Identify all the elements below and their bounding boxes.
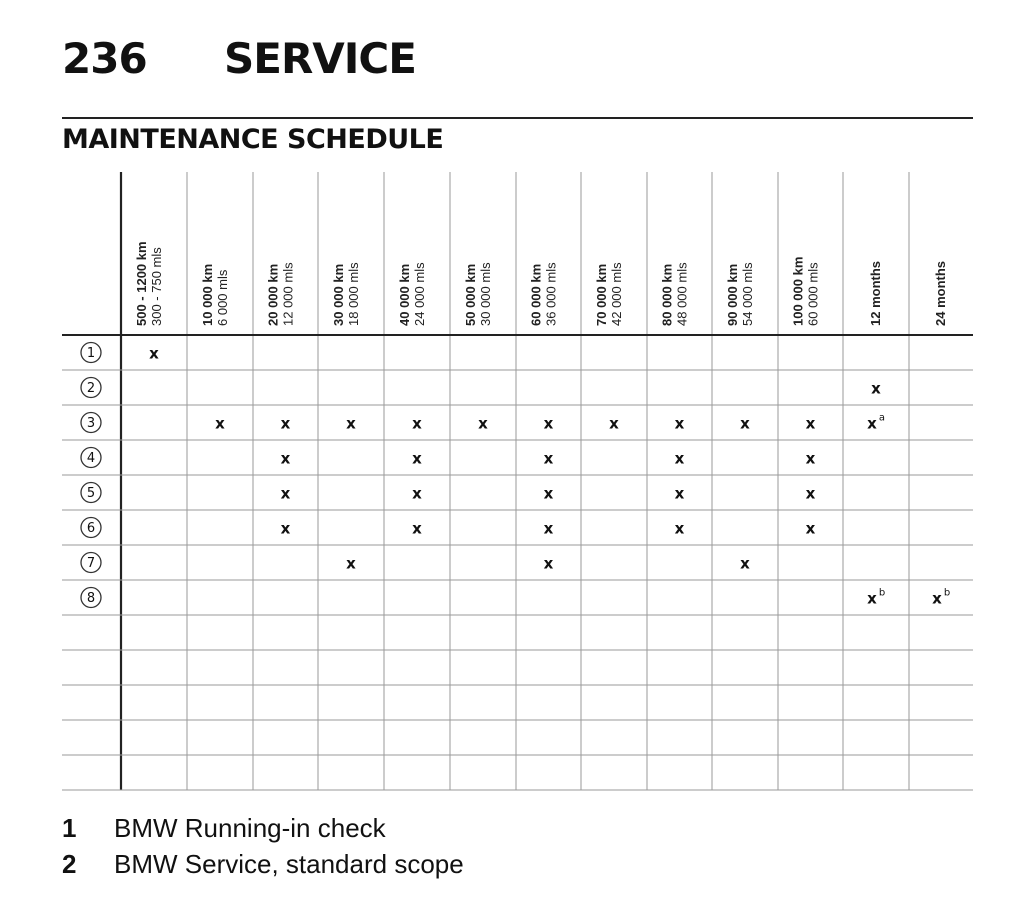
column-header-miles: 54 000 mls [740,262,755,326]
column-header-interval: 40 000 km [397,263,412,326]
column-header-interval: 24 months [933,260,948,326]
legend-number: 2 [62,849,77,879]
schedule-mark-footnote: b [878,587,886,599]
row-number: 5 [86,486,96,501]
row-number: 3 [86,416,96,431]
schedule-mark: x [215,414,225,433]
schedule-mark: x [805,449,816,468]
column-header [725,262,755,326]
schedule-mark: x [674,449,685,468]
column-header [933,261,948,326]
column-header-interval: 50 000 km [463,263,478,326]
schedule-mark: x [280,414,291,433]
column-header [594,262,624,326]
column-header-interval: 90 000 km [725,263,740,326]
legend-item-1 [62,810,514,846]
schedule-mark: x [543,484,554,503]
schedule-mark: x [674,414,685,433]
schedule-mark: x [412,519,422,538]
schedule-mark: x [805,414,816,433]
schedule-mark: x [280,519,291,538]
schedule-mark-footnote: b [943,587,951,599]
column-header-miles: 6 000 mls [215,269,230,326]
column-header-interval: 12 months [868,260,883,326]
column-header-miles: 18 000 mls [346,262,361,326]
page-number: 236 [62,34,147,83]
schedule-mark: x [805,484,816,503]
column-header-miles: 300 - 750 mls [149,247,164,326]
schedule-mark: x [543,414,554,433]
schedule-mark: x [346,554,356,573]
column-header-miles: 60 000 mls [805,262,821,326]
schedule-mark: x [412,449,422,468]
column-header [791,257,821,326]
schedule-mark: x [867,589,877,608]
schedule-mark: x [740,554,750,573]
column-header [660,262,690,326]
column-header [134,241,164,326]
column-header [266,262,296,326]
schedule-mark: x [280,449,291,468]
column-header-interval: 70 000 km [594,263,609,326]
schedule-mark: x [740,414,750,433]
column-header-interval: 500 - 1200 km [134,241,149,326]
column-header [397,262,427,326]
schedule-mark: x [543,449,554,468]
column-header [463,262,493,326]
column-header [200,264,230,326]
row-number: 2 [86,381,96,396]
schedule-mark: x [149,344,159,363]
row-number: 6 [86,521,96,536]
row-number: 4 [86,451,96,466]
section-title: SERVICE [224,34,416,83]
schedule-mark: x [543,554,554,573]
schedule-mark: x [609,414,619,433]
column-header-interval: 30 000 km [331,263,346,326]
column-header-miles: 48 000 mls [674,262,690,326]
schedule-mark: x [412,414,422,433]
schedule-mark: x [543,519,554,538]
schedule-mark: x [674,484,685,503]
row-number: 1 [86,346,96,361]
column-header-interval: 80 000 km [659,263,675,326]
column-header-interval: 60 000 km [528,263,544,326]
schedule-mark-footnote: a [878,412,886,424]
column-header [868,261,883,326]
schedule-mark: x [346,414,356,433]
column-header-miles: 24 000 mls [412,262,427,326]
schedule-mark: x [412,484,422,503]
column-header-interval: 10 000 km [200,263,215,326]
schedule-mark: x [867,414,877,433]
legend-number: 1 [62,813,77,843]
row-number: 7 [86,556,96,571]
column-header-miles: 30 000 mls [478,262,493,326]
column-header-interval: 20 000 km [265,263,281,326]
legend-text: BMW Running-in check [114,813,386,843]
schedule-mark: x [674,519,685,538]
subsection-title: MAINTENANCE SCHEDULE [62,124,444,155]
schedule-mark: x [280,484,291,503]
schedule-mark: x [478,414,488,433]
column-header [529,262,559,326]
schedule-mark: x [871,379,881,398]
column-header-miles: 36 000 mls [543,262,559,326]
column-header-interval: 100 000 km [790,256,806,326]
column-header-miles: 42 000 mls [609,262,624,326]
schedule-mark: x [805,519,816,538]
legend [62,810,514,882]
legend-text: BMW Service, standard scope [114,849,464,879]
column-header [331,262,361,326]
legend-item-2 [62,846,514,882]
column-header-miles: 12 000 mls [280,262,296,326]
schedule-mark: x [932,589,942,608]
row-number: 8 [86,591,96,606]
